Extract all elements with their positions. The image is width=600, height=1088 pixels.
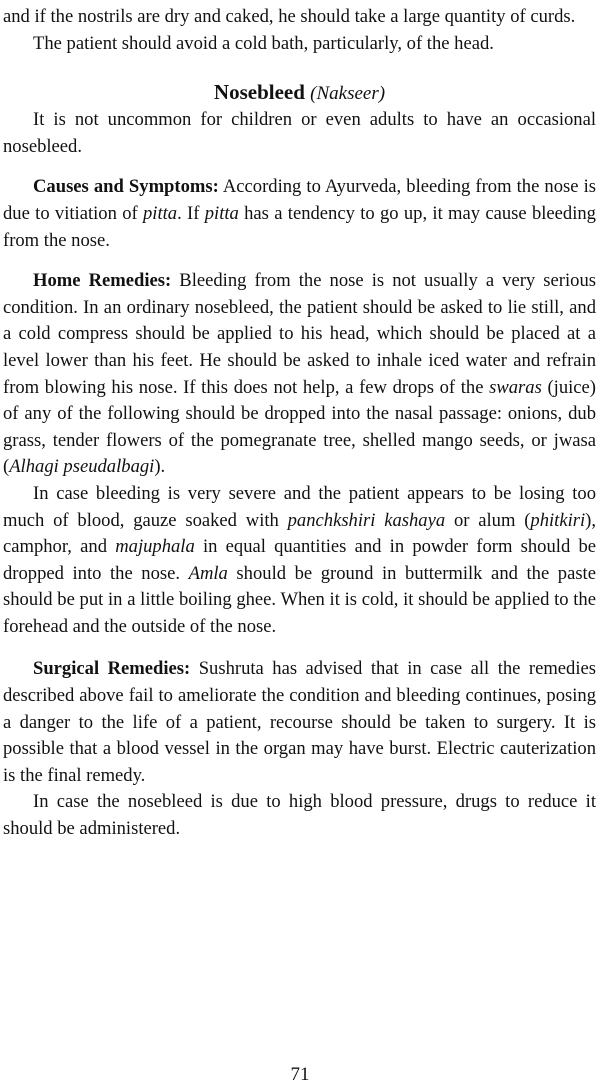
blood-pressure-paragraph: In case the nosebleed is due to high blood pressure, drugs to reduce it should be administered. bbox=[3, 791, 596, 840]
severe-text-3: ), camphor, and bbox=[3, 509, 596, 558]
severe-text-4: in equal quantities and in powder form should be dropped into the nose. bbox=[3, 536, 596, 584]
severe-text-2: or alum ( bbox=[445, 509, 531, 531]
home-text-2: (juice) of any of the following should be dropped into the nasal passage: onions, dub grass, tender flowers of the pomegranate tree, shelled mango seeds, or jwasa ( bbox=[3, 376, 597, 478]
heading-subtitle: (Nakseer) bbox=[310, 83, 386, 105]
causes-lead: Causes and Symptoms: bbox=[33, 176, 219, 198]
home-text-1: Bleeding from the nose is not usually a very serious condition. In an ordinary nosebleed, the patient should be asked to lie still, and a cold compress should be applied to his head, which should be placed at a level lower than his feet. He should be asked to inhale iced water and refrain from blowing his nose. If this does not help, a few drops of the bbox=[3, 270, 596, 398]
page-content bbox=[3, 4, 596, 843]
surgical-lead: Surgical Remedies: bbox=[33, 658, 191, 680]
surgical-remedies-paragraph bbox=[3, 656, 596, 789]
severe-panchkshiri: panchkshiri kashaya bbox=[287, 509, 446, 531]
page-number: 71 bbox=[290, 1064, 310, 1085]
section-heading bbox=[3, 79, 596, 107]
surgical-text: Sushruta has advised that in case all the remedies described above fail to ameliorate the condition and bleeding continues, posing a danger to the life of a patient, recourse should be taken to surgery. It is possible that a blood vessel in the organ may have burst. Electric cauterization is the final remedy. bbox=[3, 658, 597, 786]
severe-majuphala: majuphala bbox=[115, 536, 195, 558]
severe-bleeding-paragraph bbox=[3, 481, 596, 641]
home-text-3: ). bbox=[154, 456, 166, 478]
severe-phitkiri: phitkiri bbox=[530, 509, 586, 531]
continuation-paragraph: and if the nostrils are dry and caked, he should take a large quantity of curds. bbox=[3, 6, 576, 27]
severe-amla: Amla bbox=[188, 562, 228, 584]
cold-bath-paragraph: The patient should avoid a cold bath, particularly, of the head. bbox=[33, 32, 494, 54]
causes-text-1: According to Ayurveda, bleeding from the nose is due to vitiation of bbox=[3, 176, 596, 224]
causes-text-2: . If bbox=[177, 202, 205, 224]
home-remedies-lead: Home Remedies: bbox=[33, 270, 172, 292]
home-remedies-paragraph bbox=[3, 268, 596, 481]
causes-pitta-1: pitta bbox=[143, 202, 178, 224]
severe-text-5: should be ground in buttermilk and the paste should be put in a little boiling ghee. When it is cold, it should be applied to the forehead and the outside of the nose. bbox=[3, 562, 596, 637]
causes-text-3: has a tendency to go up, it may cause bleeding from the nose. bbox=[3, 202, 596, 251]
causes-pitta-2: pitta bbox=[204, 202, 239, 224]
heading-title: Nosebleed bbox=[213, 80, 305, 105]
home-alhagi: Alhagi pseudalbagi bbox=[9, 456, 155, 478]
severe-text-1: In case bleeding is very severe and the patient appears to be losing too much of blood, gauze soaked with bbox=[3, 482, 596, 531]
intro-paragraph: It is not uncommon for children or even adults to have an occasional nosebleed. bbox=[3, 109, 596, 157]
causes-paragraph bbox=[3, 174, 596, 254]
home-swaras: swaras bbox=[489, 376, 542, 398]
